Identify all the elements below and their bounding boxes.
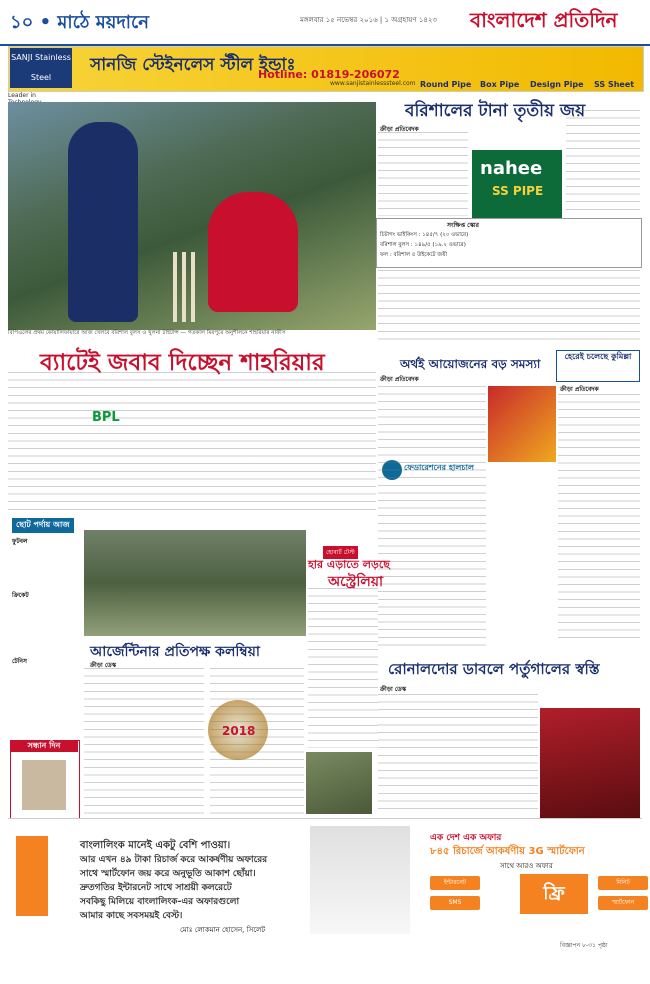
lead-headline[interactable]: ব্যাটেই জবাব দিচ্ছেন শাহরিয়ার	[40, 350, 325, 376]
product-box-pipe: Box Pipe	[480, 80, 520, 89]
lead-photo-caption: বিপিএলের প্রথম কোয়ালিফায়ারে আজ খেলবে বরিশাল বুলস ও খুলনা টাইটান্স — গতকাল মিরপুরে অনুশীলনে শাহরিয়ার নাফীস	[8, 330, 286, 336]
product-ss-sheet: SS Sheet	[594, 80, 635, 89]
comilla-headline[interactable]: হেরেই চলেছে কুমিল্লা	[556, 350, 640, 382]
argentina-headline[interactable]: আর্জেন্টিনার প্রতিপক্ষ কলম্বিয়া	[90, 644, 260, 660]
banglalink-model-photo	[310, 826, 410, 934]
offer-minute-button[interactable]: মিনিট	[598, 876, 648, 890]
banglalink-logo	[16, 836, 48, 916]
missing-person-photo	[22, 760, 66, 810]
banglalink-signature: মোঃ লোকমান হোসেন, সিলেট	[180, 926, 266, 934]
barishal-text-col-1	[378, 132, 468, 216]
wicketkeeper-figure	[208, 192, 298, 312]
banglalink-offer-sub2: সাথে আরও অফার	[500, 862, 553, 870]
score-line-1: চিটাগং ভাইকিংস : ১৪৫/৭ (২০ ওভারে)	[380, 232, 469, 238]
missing-person-heading: সন্ধান দিন	[10, 740, 78, 752]
banglalink-line-6: আমার কাছে সবসময়ই বেস্ট।	[80, 911, 183, 921]
aus-headline-2[interactable]: অস্ট্রেলিয়া	[328, 574, 384, 590]
comilla-byline: ক্রীড়া প্রতিবেদক	[560, 386, 599, 393]
banglalink-line-1: বাংলালিংক মানেই একটু বেশি পাওয়া।	[80, 840, 231, 851]
crowd-photo	[488, 386, 556, 462]
banglalink-line-2: আর এখন ৪৯ টাকা রিচার্জ করে আকর্ষণীয় অফারের	[80, 855, 268, 865]
scorecard-title: সংক্ষিপ্ত স্কোর	[447, 222, 479, 229]
bpl-logo: BPL	[92, 410, 120, 425]
aus-text	[308, 588, 378, 748]
hobart-test-tag: হোবার্ট টেস্ট	[323, 546, 358, 559]
ronaldo-text	[378, 694, 538, 814]
banglalink-line-5: সবকিছু মিলিয়ে বাংলালিংক-এর অফারগুলো	[80, 897, 240, 907]
tv-item-cricket: ক্রিকেট	[12, 592, 29, 599]
aus-player-photo	[306, 752, 372, 814]
banglalink-line-4: দ্রুতগতির ইন্টারনেট সাথে সাশ্রয়ী কলরেটে	[80, 883, 232, 893]
federation-label: ফেডারেশনের হালচাল	[404, 463, 474, 472]
newspaper-brand: বাংলাদেশ প্রতিদিন	[470, 8, 618, 32]
barishal-headline[interactable]: বরিশালের টানা তৃতীয় জয়	[405, 101, 586, 121]
score-line-2: বরিশাল বুলস : ১৪৯/৫ (১৯.২ ওভারে)	[380, 242, 466, 248]
argentina-team-photo	[84, 530, 306, 636]
aus-headline-1[interactable]: হার এড়াতে লড়ছে	[308, 558, 390, 571]
nahee-sub: SS PIPE	[492, 184, 544, 198]
worldcup-year: 2018	[222, 724, 256, 738]
lead-cricket-photo	[8, 102, 376, 330]
banglalink-offer-title: এক দেশ এক অফার	[430, 833, 502, 843]
ronaldo-headline[interactable]: রোনালদোর ডাবলে পর্তুগালের স্বস্তি	[388, 660, 600, 678]
product-round-pipe: Round Pipe	[420, 80, 472, 89]
argentina-text	[84, 668, 204, 816]
ronaldo-byline: ক্রীড়া ডেস্ক	[380, 686, 407, 693]
banglalink-offer-sub: ৮৪৫ রিচার্জে আকর্ষণীয় 3G স্মার্টফোন	[430, 846, 585, 857]
offer-smartphone-button[interactable]: স্মার্টফোন	[598, 896, 648, 910]
batsman-figure	[68, 122, 138, 322]
stumps	[173, 252, 195, 322]
lead-story-body	[8, 372, 376, 512]
sanji-website: www.sanjistainlesssteel.com	[330, 80, 416, 87]
argentina-byline: ক্রীড়া ডেস্ক	[90, 662, 117, 669]
barishal-text-body	[378, 270, 640, 342]
sanji-ad-title: সানজি স্টেইনলেস স্টীল ইন্ডাঃ	[90, 55, 296, 75]
score-line-3: ফল : বরিশাল ৫ উইকেটে জয়ী	[380, 252, 448, 258]
nahee-logo: nahee	[480, 158, 543, 179]
tv-item-football: ফুটবল	[12, 538, 28, 545]
offer-internet-button[interactable]: ইন্টারনেট	[430, 876, 480, 890]
sanji-logo: SANJI Stainless Steel	[10, 48, 72, 88]
argentina-text-2	[210, 668, 304, 816]
sanji-hotline: Hotline: 01819-206072	[258, 68, 400, 81]
footer-page-ref: বিজ্ঞাপন ৮-৩১ পৃষ্ঠা	[560, 942, 608, 949]
banglalink-line-3: সাথে স্মার্টফোন জয় করে অনুভূতি আকাশ ছোঁয়া।	[80, 869, 256, 879]
ronaldo-photo	[540, 708, 640, 818]
offer-sms-button[interactable]: SMS	[430, 896, 480, 910]
product-design-pipe: Design Pipe	[530, 80, 584, 89]
barishal-text-col-3	[566, 110, 640, 216]
arrangement-headline[interactable]: অর্থই আয়োজনের বড় সমস্যা	[400, 357, 541, 371]
comilla-text	[558, 394, 640, 644]
arrangement-byline: ক্রীড়া প্রতিবেদক	[380, 376, 419, 383]
tv-item-tennis: টেনিস	[12, 658, 27, 665]
sanji-tagline: Leader in	[8, 92, 36, 99]
barishal-byline: ক্রীড়া প্রতিবেদক	[380, 126, 419, 133]
free-badge: ফ্রি	[520, 874, 588, 914]
tv-schedule-heading: ছোট পর্দায় আজ	[12, 518, 74, 533]
arrangement-text	[378, 386, 486, 646]
page-label: ১০ • মাঠে ময়দানে	[10, 12, 150, 33]
issue-date: মঙ্গলবার ১৫ নভেম্বর ২০১৬ | ১ অগ্রহায়ণ ১৪২৩	[300, 16, 438, 24]
